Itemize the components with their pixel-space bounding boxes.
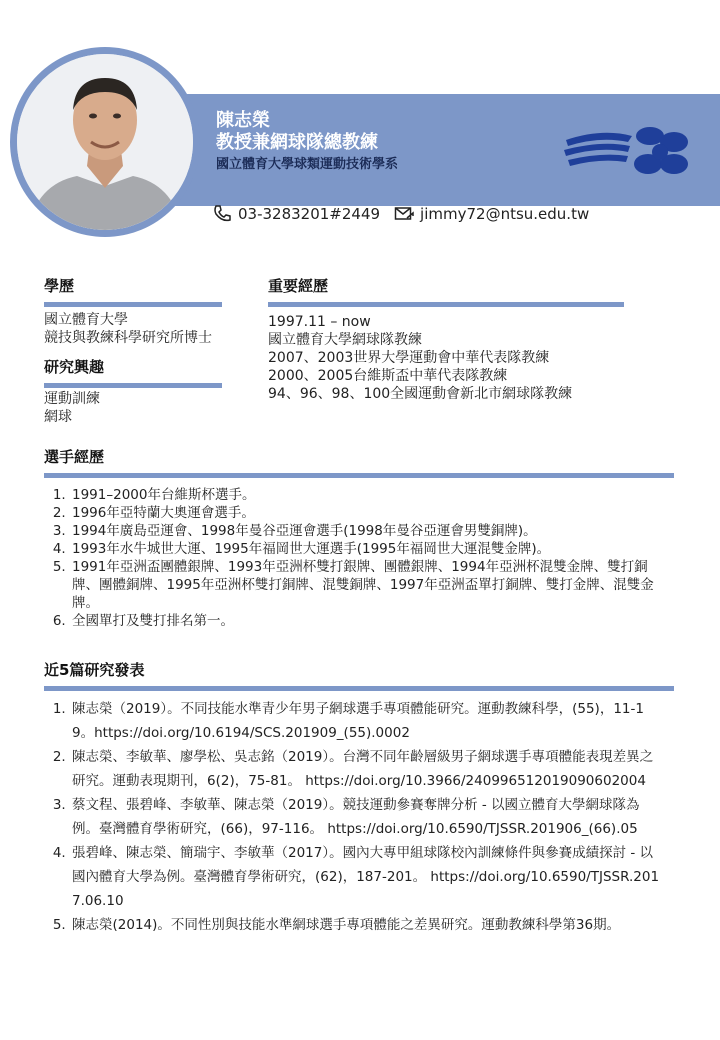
- experience-line: 國立體育大學網球隊教練: [268, 332, 422, 348]
- section-divider: [268, 302, 624, 307]
- list-item: 3. 1994年廣島亞運會、1998年曼谷亞運會選手(1998年曼谷亞運會男雙銅牌)。: [70, 522, 668, 540]
- list-item: 5. 1991年亞洲盃團體銀牌、1993年亞洲杯雙打銀牌、團體銀牌、1994年亞洲杯混雙金牌、雙打銅牌、團體銅牌、1995年亞洲杯雙打銅牌、混雙銅牌、1997年亞洲盃單打銅牌、雙打金牌、混雙金牌。: [70, 558, 668, 612]
- list-item: 2. 1996年亞特蘭大奧運會選手。: [70, 504, 668, 522]
- phone-icon: [212, 204, 232, 224]
- experience-heading: 重要經歷: [268, 277, 329, 295]
- publications-heading: 近5篇研究發表: [44, 661, 145, 679]
- list-item: 4. 1993年水牛城世大運、1995年福岡世大運選手(1995年福岡世大運混雙金牌)。: [70, 540, 668, 558]
- list-item: 1. 陳志榮（2019）。不同技能水準青少年男子網球選手專項體能研究。運動教練科學，(55)，11-19。https://doi.org/10.6194/SCS.201909_(55).0002: [70, 697, 662, 745]
- experience-line: 2007、2003世界大學運動會中華代表隊教練: [268, 350, 550, 366]
- list-item: 2. 陳志榮、李敏華、廖學松、吳志銘（2019）。台灣不同年齡層級男子網球選手專項體能表現差異之研究。運動表現期刊，6(2)，75-81。 https://doi.org/10.3966/240996512019090602004: [70, 745, 662, 793]
- list-item: 5. 陳志榮(2014)。不同性別與技能水準網球選手專項體能之差異研究。運動教練科學第36期。: [70, 913, 662, 937]
- education-heading: 學歷: [44, 277, 75, 295]
- header-text: [216, 110, 398, 176]
- profile-photo: [17, 54, 193, 230]
- experience-line: 94、96、98、100全國運動會新北市網球隊教練: [268, 386, 573, 402]
- experience-line: 2000、2005台維斯盃中華代表隊教練: [268, 368, 508, 384]
- list-item: 3. 蔡文程、張碧峰、李敏華、陳志榮（2019）。競技運動參賽奪牌分析 - 以國立體育大學網球隊為例。臺灣體育學術研究，(66)，97-116。 https://doi.org/10.6590/TJSSR.201906_(66).05: [70, 793, 662, 841]
- research-heading: 研究興趣: [44, 358, 105, 376]
- person-department: 國立體育大學球類運動技術學系: [216, 157, 399, 172]
- person-title: 教授兼網球隊總教練: [216, 132, 378, 153]
- list-item: 4. 張碧峰、陳志榮、簡瑞宇、李敏華（2017）。國內大專甲組球隊校內訓練條件與參賽成績探討 - 以國內體育大學為例。臺灣體育學術研究，(62)，187-201。 https://doi.org/10.6590/TJSSR.2017.06.10: [70, 841, 662, 913]
- education-line: 競技與教練科學研究所博士: [44, 330, 212, 346]
- player-heading: 選手經歷: [44, 448, 105, 466]
- list-item: 1. 1991–2000年台維斯杯選手。: [70, 486, 668, 504]
- education-line: 國立體育大學: [44, 312, 128, 328]
- person-name: 陳志榮: [216, 110, 270, 131]
- section-divider: [44, 302, 222, 307]
- email-address[interactable]: jimmy72@ntsu.edu.tw: [420, 205, 590, 223]
- university-logo-icon: [562, 122, 702, 186]
- experience-line: 1997.11 – now: [268, 314, 371, 330]
- player-section: [44, 446, 676, 630]
- player-list: [44, 486, 676, 630]
- contact-row: [212, 204, 589, 224]
- section-divider: [44, 473, 674, 478]
- publications-section: [44, 659, 676, 937]
- research-section: [44, 356, 224, 426]
- email-icon: [394, 204, 414, 224]
- research-line: 網球: [44, 409, 72, 425]
- section-divider: [44, 686, 674, 691]
- experience-section: [268, 275, 648, 403]
- section-divider: [44, 383, 222, 388]
- research-line: 運動訓練: [44, 391, 100, 407]
- phone-number[interactable]: 03-3283201#2449: [238, 205, 381, 223]
- publications-list: [44, 697, 676, 937]
- list-item: 6. 全國單打及雙打排名第一。: [70, 612, 668, 630]
- education-section: [44, 275, 224, 347]
